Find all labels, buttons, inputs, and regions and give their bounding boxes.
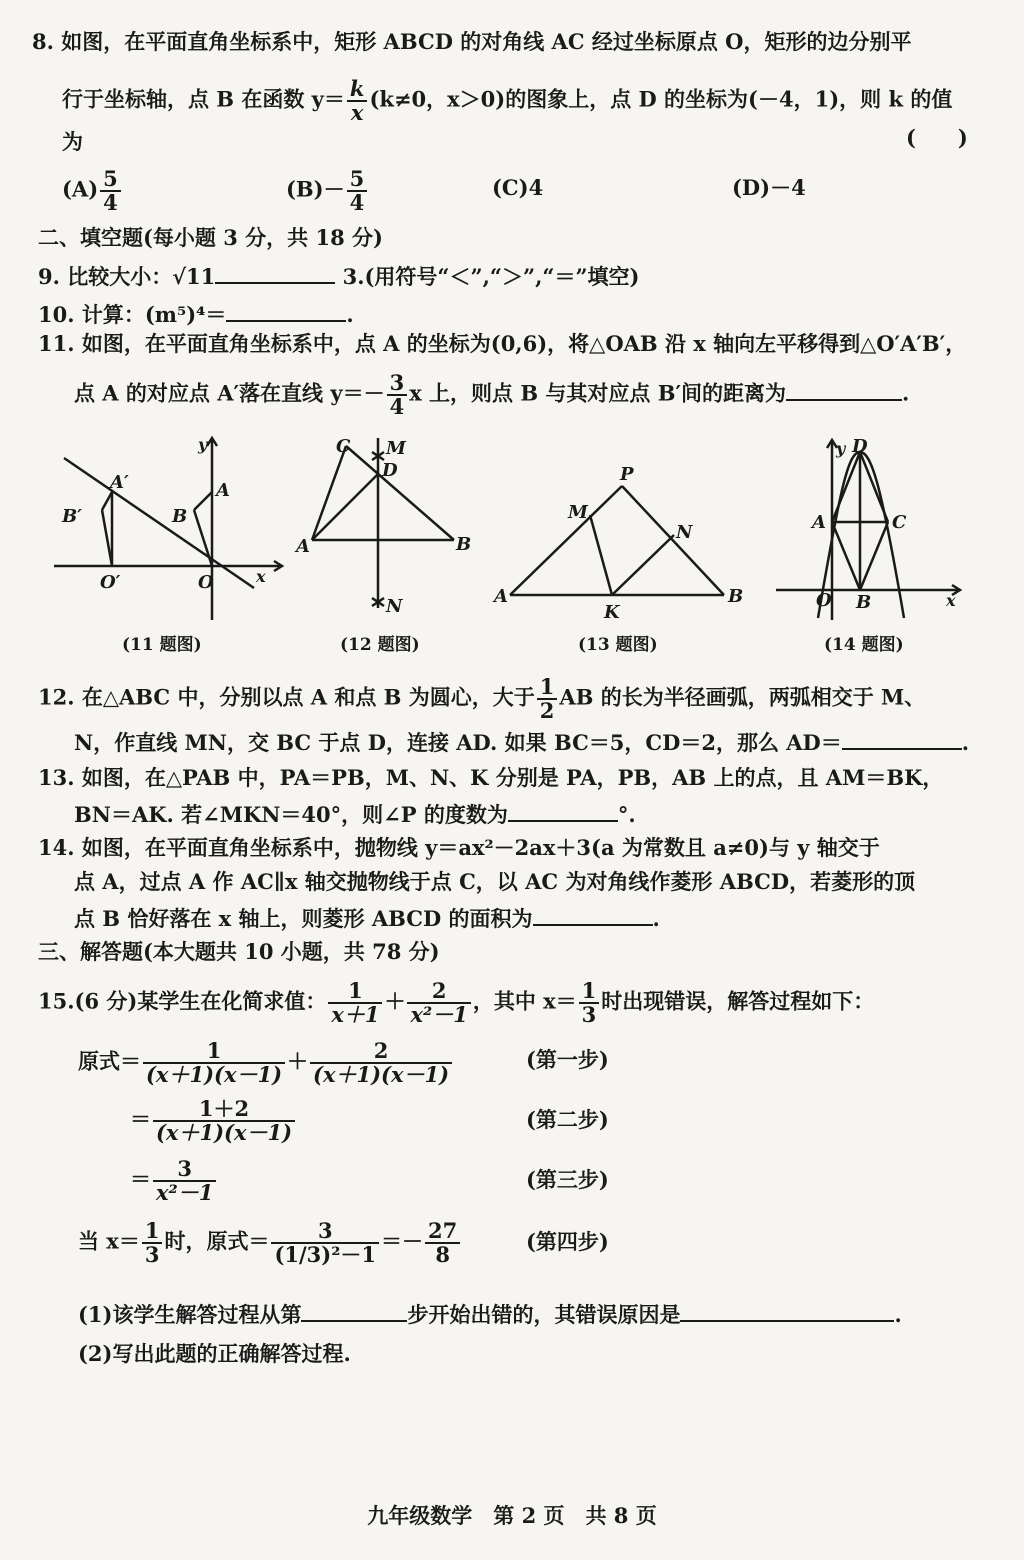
fig11-label-b: B [172, 506, 188, 527]
q13-line1: 13. 如图，在△PAB 中，PA＝PB，M、N、K 分别是 PA，PB，AB 上的点，且 AM＝BK， [38, 765, 944, 790]
q15-step3: ＝ $\frac{3}{\text{x²－1}}$ [130, 1158, 218, 1204]
fig12-label-n: N [386, 596, 403, 617]
step2-label: (第二步) [526, 1107, 609, 1132]
fig11-label-a: A [216, 480, 230, 501]
fig13-label-m: M [568, 502, 588, 523]
q15-step4: 当 x＝ $\frac{1}{3}$ 时，原式＝ $\frac{3}{\text{(1/3)²－1}}$ ＝－ $\frac{27}{8}$ [78, 1220, 462, 1266]
q8-option-a: (A) $\frac{5}{4}$ [62, 168, 123, 214]
answer-paren: ( ) [906, 125, 968, 150]
q15-part2: (2)写出此题的正确解答过程. [78, 1341, 351, 1366]
q14-line1: 14. 如图，在平面直角坐标系中，抛物线 y＝ax²－2ax＋3(a 为常数且 a≠0)与 y 轴交于 [38, 835, 880, 860]
q12-line1: 12. 在△ABC 中，分别以点 A 和点 B 为圆心，大于 $\frac{1}{2}$ AB 的长为半径画弧，两弧相交于 M、 [38, 674, 926, 723]
fig12-label-b: B [456, 534, 472, 555]
caption-fig14: (14 题图) [824, 635, 904, 655]
fig14-label-c: C [892, 512, 907, 533]
step4-label: (第四步) [526, 1229, 609, 1254]
q15-intro: 15.(6 分)某学生在化简求值： $\frac{1}{x+1}$ ＋ $\frac{2}{\text{x²－1}}$ ，其中 x＝ $\frac{1}{3}$ 时出现错误，解答过程如下： [38, 978, 875, 1027]
fig11-label-o-prime: O′ [100, 572, 121, 593]
q8-option-c: (C)4 [492, 175, 544, 200]
fig13-label-n: N [676, 522, 693, 543]
q15-step1: 原式＝ $\frac{1}{(x+1)(x-1)}$ ＋ $\frac{2}{(x+1)(x-1)}$ [78, 1040, 454, 1086]
q8-line1: 8. 如图，在平面直角坐标系中，矩形 ABCD 的对角线 AC 经过坐标原点 O，矩形的边分别平 [32, 29, 912, 54]
q15-part1: (1)该学生解答过程从第 步开始出错的，其错误原因是 . [78, 1302, 902, 1327]
fig12-label-a: A [296, 536, 310, 557]
q15-step2: ＝ $\frac{1+2}{(x+1)(x-1)}$ [130, 1098, 297, 1144]
fig14-label-o: O [816, 590, 832, 611]
caption-fig11: (11 题图) [122, 635, 202, 655]
fig11-label-o: O [198, 572, 214, 593]
fig12-label-d: D [382, 460, 398, 481]
fig12-label-c: C [336, 436, 351, 457]
fig11-label-a-prime: A′ [110, 472, 129, 493]
fig13-label-k: K [604, 602, 620, 623]
figures-svg [40, 430, 1000, 660]
q8-line2: 行于坐标轴，点 B 在函数 y＝ $\frac{k}{x}$ (k≠0，x＞0)的图象上，点 D 的坐标为(－4，1)，则 k 的值 [62, 76, 953, 125]
fig11-label-b-prime: B′ [62, 506, 82, 527]
q10: 10. 计算：(m⁵)⁴＝ . [38, 302, 354, 327]
section-2-heading: 二、填空题(每小题 3 分，共 18 分) [38, 225, 383, 250]
q8-line3: 为 [62, 129, 83, 154]
q11-line2: 点 A 的对应点 A′落在直线 y＝－ $\frac{3}{4}$ x 上，则点 B 与其对应点 B′间的距离为 . [74, 370, 910, 419]
figures-row [40, 430, 1000, 660]
fig11-axis-x: x [256, 567, 266, 586]
q8-option-d: (D)－4 [732, 175, 806, 200]
q14-line2: 点 A，过点 A 作 AC∥x 轴交抛物线于点 C，以 AC 为对角线作菱形 ABCD，若菱形的顶 [74, 869, 916, 894]
fig14-label-b: B [856, 592, 872, 613]
fig13-label-a: A [494, 586, 508, 607]
fig14-label-a: A [812, 512, 826, 533]
fig13-label-p: P [620, 464, 634, 485]
figure-11 [54, 438, 282, 620]
q11-line1: 11. 如图，在平面直角坐标系中，点 A 的坐标为(0,6)，将△OAB 沿 x 轴向左平移得到△O′A′B′， [38, 331, 967, 356]
fig13-label-b: B [728, 586, 744, 607]
fig14-axis-x: x [946, 591, 956, 610]
fig14-axis-y: y [836, 439, 846, 458]
caption-fig13: (13 题图) [578, 635, 658, 655]
q12-line2: N，作直线 MN，交 BC 于点 D，连接 AD. 如果 BC＝5，CD＝2，那么 AD＝ . [74, 730, 970, 755]
page-footer: 九年级数学 第 2 页 共 8 页 [367, 1503, 657, 1528]
caption-fig12: (12 题图) [340, 635, 420, 655]
q8-option-b: (B)－ $\frac{5}{4}$ [286, 168, 369, 214]
section-3-heading: 三、解答题(本大题共 10 小题，共 78 分) [38, 939, 440, 964]
step3-label: (第三步) [526, 1167, 609, 1192]
q14-line3: 点 B 恰好落在 x 轴上，则菱形 ABCD 的面积为 . [74, 906, 660, 931]
fig11-axis-y: y [198, 435, 208, 454]
q9: 9. 比较大小：√11 3.(用符号“＜”,“＞”,“＝”填空) [38, 264, 640, 289]
q13-line2: BN＝AK. 若∠MKN＝40°，则∠P 的度数为 °. [74, 802, 636, 827]
step1-label: (第一步) [526, 1047, 609, 1072]
fig14-label-d: D [852, 436, 868, 457]
fig12-label-m: M [386, 438, 406, 459]
